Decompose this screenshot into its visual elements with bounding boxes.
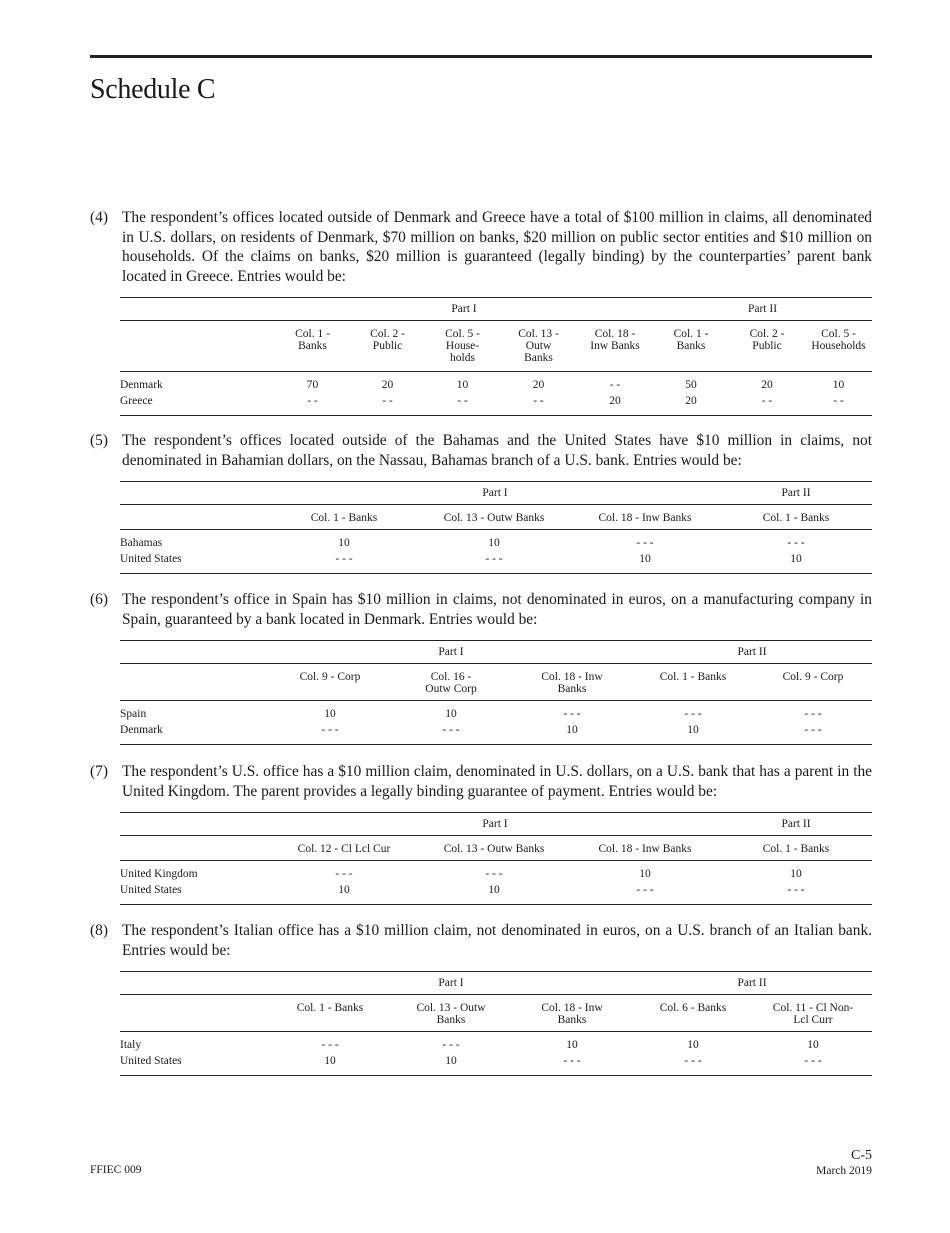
cell-value: 10 [687,1039,699,1051]
form-id: FFIEC 009 [90,1164,142,1176]
table-row [120,722,872,745]
example-8 [90,921,872,960]
cell-value: - - - [418,551,570,574]
table-row [120,1037,872,1053]
column-header: Col. 16 - Outw Corp [390,664,512,701]
top-rule [90,55,872,58]
cell-value: - - [609,379,621,391]
cell-value: - - - [754,722,872,745]
cell-value: - - - [442,1039,460,1051]
cell-value: 10 [445,708,457,720]
cell-value: 10 [807,1039,819,1051]
cell-value: 10 [720,551,872,574]
example-number: (7) [90,763,108,780]
cell-value: - - - [754,1053,872,1076]
column-header: Col. 1 - Banks [632,664,754,701]
example-5-table [120,481,872,574]
cell-value: 10 [570,551,720,574]
cell-value: - - [500,393,577,416]
country-name: Greece [120,393,275,416]
table-row [120,535,872,551]
cell-value: - - - [270,722,390,745]
example-paragraph [90,762,872,801]
cell-value: 20 [653,393,729,416]
column-header: Col. 11 - Cl Non- Lcl Curr [754,995,872,1032]
table-row [120,866,872,882]
column-header: Col. 5 - Households [805,321,872,372]
cell-value: 10 [270,1053,390,1076]
column-header: Col. 2 - Public [729,321,805,372]
cell-value: - - [275,393,350,416]
example-8-table [120,971,872,1076]
cell-value: 50 [685,379,697,391]
table-row [120,393,872,416]
table-row [120,1053,872,1076]
cell-value: 10 [488,537,500,549]
cell-value: 10 [456,379,469,391]
cell-value: 10 [632,722,754,745]
column-header: Col. 6 - Banks [632,995,754,1032]
example-text: The respondent’s U.S. office has a $10 million claim, denominated in U.S. dollars, on a U.S. bank that has a parent in the United Kingdom. The parent provides a legally binding guarantee of payment. Entries would be: [122,763,872,800]
column-header: Col. 1 - Banks [653,321,729,372]
example-text: The respondent’s Italian office has a $10 million claim, not denominated in euros, on a U.S. branch of an Italian bank. Entries would be: [122,922,872,959]
column-header: Col. 9 - Corp [754,664,872,701]
cell-value: - - - [787,537,805,549]
column-header: Col. 5 - House- holds [425,321,500,372]
column-header: Col. 18 - Inw Banks [577,321,653,372]
table-row [120,377,872,393]
page-title: Schedule C [90,74,216,105]
table-row [120,551,872,574]
part-ii-header: Part II [632,641,872,664]
cell-value: - - [729,393,805,416]
column-header: Col. 18 - Inw Banks [512,664,632,701]
example-4-table [120,297,872,416]
cell-value: - - [350,393,425,416]
country-name: United States [120,551,270,574]
country-name: Denmark [120,379,163,391]
cell-value: - - - [512,1053,632,1076]
cell-value: 20 [577,393,653,416]
part-ii-header: Part II [720,813,872,836]
cell-value: 10 [390,1053,512,1076]
cell-value: - - - [270,551,418,574]
example-4 [90,208,872,286]
cell-value: - - - [335,868,353,880]
cell-value: - - - [570,882,720,905]
cell-value: 20 [532,379,545,391]
cell-value: - - [805,393,872,416]
example-paragraph [90,921,872,960]
example-5 [90,431,872,470]
cell-value: 10 [270,882,418,905]
example-paragraph [90,208,872,286]
cell-value: - - - [563,708,581,720]
country-name: Denmark [120,722,270,745]
cell-value: - - - [804,708,822,720]
cell-value: - - - [720,882,872,905]
example-number: (6) [90,591,108,608]
part-i-header: Part I [275,298,653,321]
column-header: Col. 1 - Banks [720,836,872,861]
cell-value: - - - [390,722,512,745]
country-name: United States [120,882,270,905]
country-name: United Kingdom [120,868,198,880]
country-name: Spain [120,708,147,720]
column-header: Col. 1 - Banks [720,505,872,530]
example-paragraph [90,431,872,470]
example-number: (8) [90,922,108,939]
part-i-header: Part I [270,641,632,664]
part-ii-header: Part II [632,972,872,995]
cell-value: 10 [338,537,350,549]
column-header: Col. 12 - Cl Lcl Cur [270,836,418,861]
example-text: The respondent’s offices located outside of the Bahamas and the United States have $10 million in claims, not denominated in Bahamian dollars, on the Nassau, Bahamas branch of a U.S. bank. Entries would be: [122,432,872,469]
cell-value: - - - [684,708,702,720]
part-i-header: Part I [270,972,632,995]
column-header: Col. 13 - Outw Banks [418,505,570,530]
column-header: Col. 13 - Outw Banks [390,995,512,1032]
country-name: United States [120,1053,270,1076]
column-header: Col. 9 - Corp [270,664,390,701]
column-header: Col. 1 - Banks [270,505,418,530]
example-number: (5) [90,432,108,449]
example-7 [90,762,872,801]
column-header: Col. 18 - Inw Banks [570,505,720,530]
cell-value: 10 [790,868,802,880]
cell-value: - - - [485,868,503,880]
cell-value: 70 [306,379,319,391]
column-header: Col. 13 - Outw Banks [418,836,570,861]
table-row [120,706,872,722]
cell-value: 10 [832,379,845,391]
example-6 [90,590,872,629]
table-row [120,882,872,905]
page-number: C-5 [851,1148,872,1163]
page-footer [816,1148,872,1178]
revision-date: March 2019 [816,1165,872,1177]
cell-value: - - - [632,1053,754,1076]
cell-value: 10 [418,882,570,905]
column-header: Col. 2 - Public [350,321,425,372]
example-6-table [120,640,872,745]
example-text: The respondent’s offices located outside of Denmark and Greece have a total of $100 million in claims, all denominated in U.S. dollars, on residents of Denmark, $70 million on banks, $20 million on public sector entities and $10 million on households. Of the claims on banks, $20 million is guaranteed (legally binding) by the counterparties’ parent bank located in Greece. Entries would be: [122,209,872,285]
part-i-header: Part I [270,482,720,505]
column-header: Col. 1 - Banks [275,321,350,372]
country-name: Bahamas [120,537,163,549]
example-7-table [120,812,872,905]
part-ii-header: Part II [720,482,872,505]
cell-value: 10 [566,1039,578,1051]
column-header: Col. 13 - Outw Banks [500,321,577,372]
cell-value: 20 [761,379,773,391]
cell-value: 10 [512,722,632,745]
cell-value: 10 [639,868,651,880]
part-i-header: Part I [270,813,720,836]
example-number: (4) [90,209,108,226]
part-ii-header: Part II [653,298,872,321]
example-paragraph [90,590,872,629]
cell-value: - - - [636,537,654,549]
example-text: The respondent’s office in Spain has $10 million in claims, not denominated in euros, on a manufacturing company in Spain, guaranteed by a bank located in Denmark. Entries would be: [122,591,872,628]
cell-value: 20 [381,379,394,391]
column-header: Col. 18 - Inw Banks [512,995,632,1032]
cell-value: - - - [321,1039,339,1051]
cell-value: - - [425,393,500,416]
country-name: Italy [120,1039,142,1051]
cell-value: 10 [324,708,336,720]
column-header: Col. 1 - Banks [270,995,390,1032]
column-header: Col. 18 - Inw Banks [570,836,720,861]
